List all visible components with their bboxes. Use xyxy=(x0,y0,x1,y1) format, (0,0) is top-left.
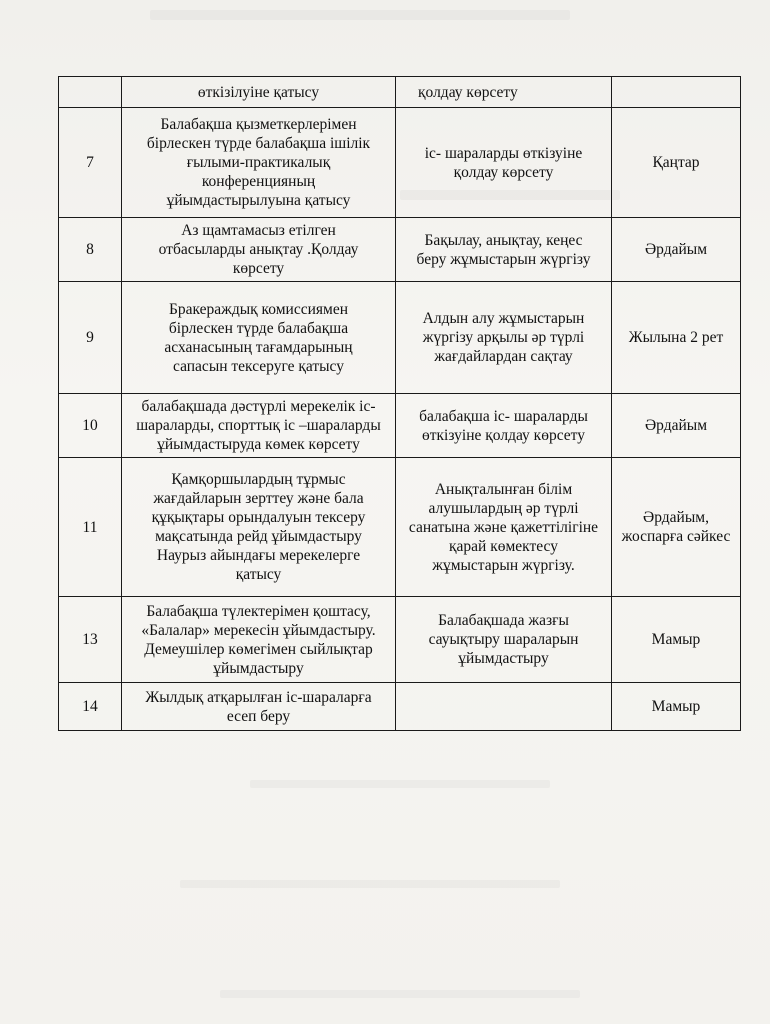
activity-cell-line: Аз щамтамасыз етілген xyxy=(181,222,336,239)
support-cell xyxy=(396,218,612,282)
row-number-cell xyxy=(59,597,122,683)
support-cell-line: санатына және қажеттілігіне xyxy=(408,518,599,536)
term-cell xyxy=(612,458,741,597)
support-cell-line: алушылардың әр түрлі xyxy=(428,499,579,517)
activity-cell-line: Бракераждық комиссиямен xyxy=(168,300,349,318)
activity-cell-line: ғылыми-практикалық xyxy=(186,154,331,171)
activity-cell-line: ұйымдастыруда көмек көрсету xyxy=(157,436,360,453)
activity-cell-line: асханасының тағамдарының xyxy=(164,338,353,356)
activity-cell-line: көрсету xyxy=(232,260,285,277)
activity-cell-line: есеп беру xyxy=(226,707,291,725)
bleed-through-mark xyxy=(150,10,570,20)
support-cell xyxy=(396,108,612,218)
plan-table xyxy=(58,76,741,731)
support-cell-line: беру жұмыстарын жүргізу xyxy=(416,250,591,268)
row-number-cell xyxy=(59,218,122,282)
activity-cell xyxy=(122,683,396,731)
term-cell-line: жоспарға сәйкес xyxy=(621,528,731,545)
activity-cell xyxy=(122,458,396,597)
support-cell-line: қолдау көрсету xyxy=(453,163,554,181)
activity-cell-line: Балабақша түлектерімен қоштасу, xyxy=(146,602,371,620)
support-cell-line: Анықталынған білім xyxy=(434,480,573,498)
table-row xyxy=(59,683,741,731)
activity-cell-line: балабақшада дәстүрлі мерекелік іс- xyxy=(141,398,376,415)
row-number-cell xyxy=(59,458,122,597)
table-row xyxy=(59,108,741,218)
bleed-through-mark xyxy=(220,990,580,998)
activity-cell-line: сапасын тексеруге қатысу xyxy=(173,357,344,375)
activity-cell-line: отбасыларды анықтау .Қолдау xyxy=(158,241,359,258)
row-number-cell-line: 14 xyxy=(82,698,98,715)
row-number-cell xyxy=(59,108,122,218)
bleed-through-mark xyxy=(250,780,550,788)
header-term-cell xyxy=(612,77,741,108)
activity-cell xyxy=(122,394,396,458)
row-number-cell-line: 8 xyxy=(86,241,94,258)
support-cell xyxy=(396,394,612,458)
activity-cell-line: Балабақша қызметкерлерімен xyxy=(160,116,357,133)
row-number-cell-line: 9 xyxy=(86,329,94,346)
activity-cell-line: құқықтары орындалуын тексеру xyxy=(151,509,366,526)
support-cell-line: ұйымдастыру xyxy=(458,650,549,667)
bleed-through-mark xyxy=(180,880,560,888)
support-cell-line: жұмыстарын жүргізу. xyxy=(432,556,575,574)
table-header-row xyxy=(59,77,741,108)
table-row xyxy=(59,597,741,683)
support-cell-line: сауықтыру шараларын xyxy=(428,631,579,648)
activity-cell-line: ұйымдастырылуына қатысу xyxy=(166,192,351,209)
activity-cell xyxy=(122,218,396,282)
table-row xyxy=(59,458,741,597)
term-cell xyxy=(612,683,741,731)
activity-cell-line: Қамқоршылардың тұрмыс xyxy=(171,471,346,488)
table-row xyxy=(59,394,741,458)
row-number-cell-line: 7 xyxy=(86,154,94,171)
header-support-cell: қолдау көрсету xyxy=(396,77,612,108)
term-cell-line: Мамыр xyxy=(651,631,701,648)
row-number-cell xyxy=(59,282,122,394)
support-cell-line: қарай көмектесу xyxy=(449,537,558,555)
term-cell-line: Әрдайым, xyxy=(643,509,709,526)
support-cell-line: Балабақшада жазғы xyxy=(438,612,569,629)
term-cell xyxy=(612,218,741,282)
activity-cell-line: қатысу xyxy=(235,566,282,583)
activity-cell-line: ұйымдастыру xyxy=(213,659,304,677)
support-cell xyxy=(396,597,612,683)
activity-cell-line: шараларды, спорттық іс –шараларды xyxy=(136,417,381,434)
row-number-cell-line: 10 xyxy=(82,417,98,434)
term-cell-line: Қаңтар xyxy=(652,154,700,171)
activity-cell-line: Наурыз айындағы мерекелерге xyxy=(156,547,361,564)
term-cell xyxy=(612,394,741,458)
header-num-cell xyxy=(59,77,122,108)
term-cell-line: Жылына 2 рет xyxy=(628,329,724,346)
header-activity-cell: өткізілуіне қатысу xyxy=(122,77,396,108)
term-cell xyxy=(612,108,741,218)
support-cell xyxy=(396,683,612,731)
support-cell-line: Алдын алу жұмыстарын xyxy=(422,310,585,327)
table-row xyxy=(59,218,741,282)
term-cell-line: Әрдайым xyxy=(644,417,708,434)
activity-cell xyxy=(122,108,396,218)
table-row xyxy=(59,282,741,394)
support-cell xyxy=(396,458,612,597)
row-number-cell xyxy=(59,683,122,731)
term-cell xyxy=(612,597,741,683)
activity-cell-line: Жылдық атқарылған іс-шараларға xyxy=(145,688,372,706)
row-number-cell xyxy=(59,394,122,458)
activity-cell-line: конференцияның xyxy=(201,173,316,190)
activity-cell-line: Демеушілер көмегімен сыйлықтар xyxy=(144,640,373,658)
support-cell-line: балабақша іс- шараларды xyxy=(419,407,588,425)
activity-cell-line: «Балалар» мерекесін ұйымдастыру. xyxy=(141,621,376,639)
support-cell-line: өткізуіне қолдау көрсету xyxy=(422,426,585,444)
support-cell-line: Бақылау, анықтау, кеңес xyxy=(424,231,583,249)
activity-cell-line: бірлескен түрде балабақша ішілік xyxy=(146,135,371,152)
row-number-cell-line: 11 xyxy=(82,518,98,536)
activity-cell xyxy=(122,282,396,394)
support-cell-line: жағдайлардан сақтау xyxy=(434,348,573,365)
row-number-cell-line: 13 xyxy=(82,631,98,648)
term-cell xyxy=(612,282,741,394)
activity-cell xyxy=(122,597,396,683)
activity-cell-line: мақсатында рейд ұйымдастыру xyxy=(155,528,362,545)
support-cell-line: жүргізу арқылы әр түрлі xyxy=(422,329,585,346)
term-cell-line: Мамыр xyxy=(651,698,701,715)
support-cell-line: іс- шараларды өткізуіне xyxy=(424,144,583,162)
support-cell xyxy=(396,282,612,394)
term-cell-line: Әрдайым xyxy=(644,241,708,258)
activity-cell-line: жағдайларын зерттеу және бала xyxy=(153,490,364,507)
activity-cell-line: бірлескен түрде балабақша xyxy=(168,319,349,337)
